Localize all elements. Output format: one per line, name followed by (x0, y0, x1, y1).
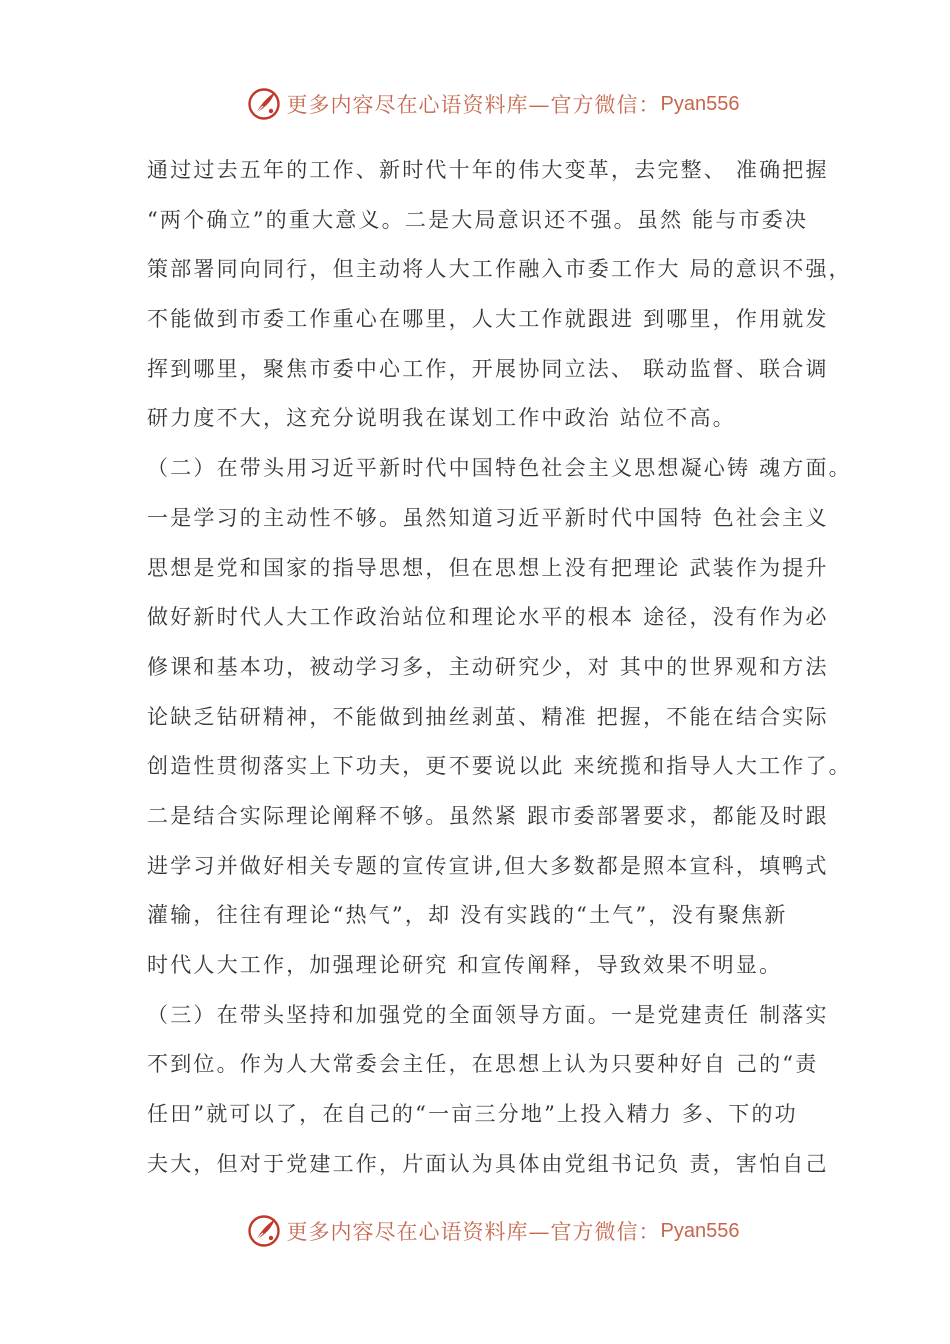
text-line: 进学习并做好相关专题的宣传宣讲,但大多数都是照本宣科，填鸭式 (147, 853, 829, 878)
footer-wechat-id: Pyan556 (660, 1219, 740, 1242)
text-line: 论缺乏钻研精神，不能做到抽丝剥茧、精准 把握，不能在结合实际 (147, 704, 829, 729)
text-line: 一是学习的主动性不够。虽然知道习近平新时代中国特 色社会主义 (147, 505, 829, 530)
section-heading-line: （三）在带头坚持和加强党的全面领导方面。一是党建责任 制落实 (147, 1002, 829, 1027)
header-site-text: 更多内容尽在心语资料库—官方微信： (286, 93, 661, 117)
quill-logo-icon (247, 1214, 281, 1248)
text-line: 通过过去五年的工作、新时代十年的伟大变革，去完整、 准确把握 (147, 158, 829, 182)
text-line: 修课和基本功，被动学习多，主动研究少，对 其中的世界观和方法 (147, 654, 829, 679)
text-line: 挥到哪里，聚焦市委中心工作，开展协同立法、 联动监督、联合调 (147, 356, 829, 381)
header-banner (0, 84, 950, 124)
footer-site-text: 更多内容尽在心语资料库—官方微信： (286, 1220, 661, 1244)
quill-logo-icon (247, 87, 281, 121)
text-line: 二是结合实际理论阐释不够。虽然紧 跟市委部署要求，都能及时跟 (147, 803, 829, 828)
text-line: 策部署同向同行，但主动将人大工作融入市委工作大 局的意识不强， (147, 257, 852, 282)
text-line: 创造性贯彻落实上下功夫，更不要说以此 来统揽和指导人大工作了。 (147, 754, 852, 779)
text-line: 时代人大工作，加强理论研究 和宣传阐释，导致效果不明显。 (147, 953, 783, 977)
text-line: 任田”就可以了，在自己的“一亩三分地”上投入精力 多、下的功 (147, 1102, 798, 1127)
footer-banner (0, 1211, 950, 1251)
text-line: 夫大，但对于党建工作，片面认为具体由党组书记负 责，害怕自己 (147, 1151, 829, 1176)
section-heading-line: （二）在带头用习近平新时代中国特色社会主义思想凝心铸 魂方面。 (147, 456, 852, 481)
document-body (147, 146, 852, 1189)
text-line: “两个确立”的重大意义。二是大局意识还不强。虽然 能与市委决 (147, 207, 809, 232)
text-line: 灌输，往往有理论“热气”，却 没有实践的“土气”，没有聚焦新 (147, 903, 788, 928)
header-wechat-id: Pyan556 (660, 92, 740, 115)
text-line: 做好新时代人大工作政治站位和理论水平的根本 途径，没有作为必 (147, 605, 829, 630)
text-line: 思想是党和国家的指导思想，但在思想上没有把理论 武装作为提升 (147, 555, 829, 580)
text-line: 不能做到市委工作重心在哪里，人大工作就跟进 到哪里，作用就发 (147, 307, 829, 332)
text-line: 研力度不大，这充分说明我在谋划工作中政治 站位不高。 (147, 406, 736, 431)
text-line: 不到位。作为人大常委会主任，在思想上认为只要种好自 己的“责 (147, 1052, 819, 1077)
